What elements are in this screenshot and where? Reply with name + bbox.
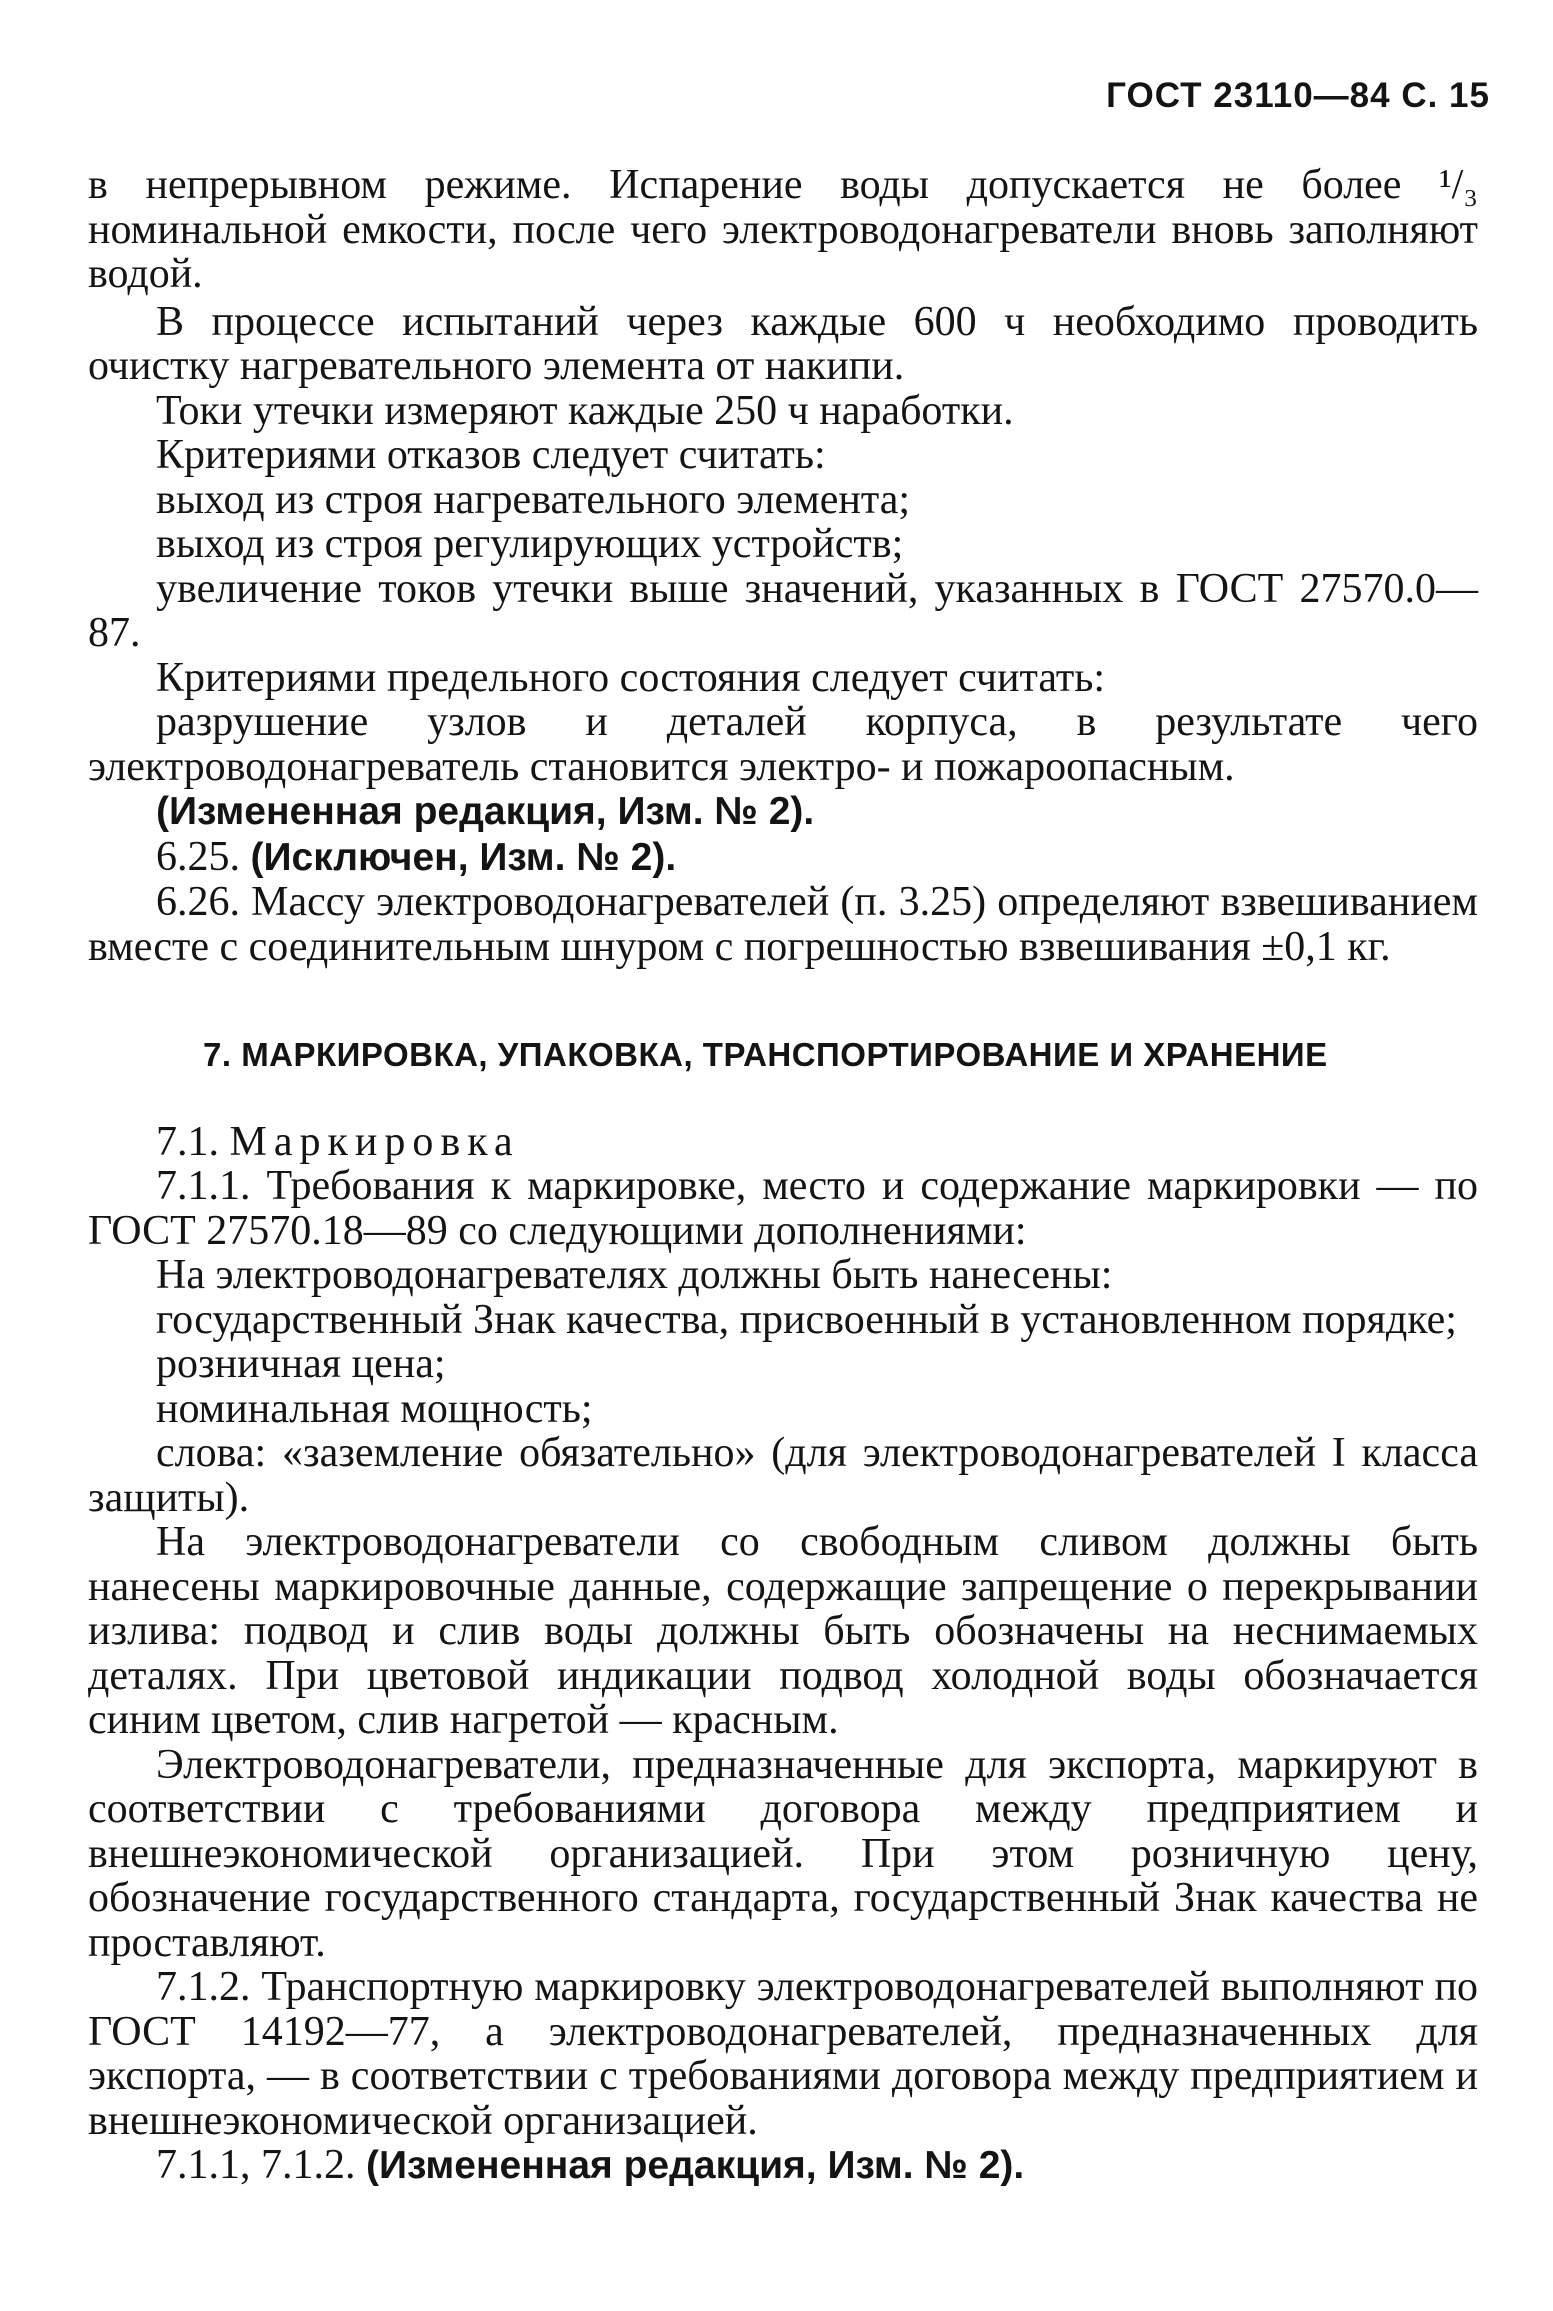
list-item: государственный Знак качества, присвоенный в установленном порядке;	[156, 1296, 1457, 1343]
list-item: слова: «заземление обязательно» (для электроводонагревателей I класса защиты).	[88, 1430, 1478, 1521]
paragraph: В процессе испытаний через каждые 600 ч необходимо проводить очистку нагревательного элемента от накипи.	[88, 298, 1478, 389]
paragraph: Критериями отказов следует считать:	[156, 432, 826, 478]
paragraph: На электроводонагреватели со свободным сливом должны быть нанесены маркировочные данные, содержащие запрещение о перекрывании излива: подвод и слив воды должны быть обозначены на неснимаемых деталях. При цветовой индикации подвод холодной воды обозначается синим цветом, слив нагретой — красным.	[88, 1519, 1478, 1743]
clause-6-26: 6.26. Массу электроводонагревателей (п. 3.25) определяют взвешиванием вместе с соединительным шнуром с погрешностью взвешивания ±0,1 кг.	[88, 879, 1478, 970]
list-item: выход из строя регулирующих устройств;	[156, 521, 904, 567]
paragraph: Критериями предельного состояния следует считать:	[156, 654, 1106, 701]
amendment-note-text: (Измененная редакция, Изм. № 2).	[156, 790, 815, 833]
amendment-note-text: (Измененная редакция, Изм. № 2).	[366, 2144, 1025, 2187]
clause-number: 6.25.	[156, 833, 240, 880]
document-body	[88, 163, 1478, 2189]
clause-7-1-1: 7.1.1. Требования к маркировке, место и содержание маркировки — по ГОСТ 27570.18—89 со следующими дополнениями:	[88, 1163, 1478, 1254]
page-header: ГОСТ 23110—84 С. 15	[1106, 76, 1490, 115]
list-item: увеличение токов утечки выше значений, указанных в ГОСТ 27570.0—87.	[88, 565, 1478, 656]
subsection-heading	[88, 1120, 1478, 1165]
section-heading: 7. МАРКИРОВКА, УПАКОВКА, ТРАНСПОРТИРОВАНИЕ И ХРАНЕНИЕ	[203, 1036, 1328, 1073]
paragraph: в непрерывном режиме. Испарение воды допускается не более ¹/₃ номинальной емкости, после чего электроводонагреватели вновь заполняют водой.	[88, 162, 1478, 297]
paragraph: Токи утечки измеряют каждые 250 ч наработки.	[156, 387, 1014, 434]
clause-6-25	[88, 835, 1478, 881]
list-item: номинальная мощность;	[156, 1385, 593, 1432]
clause-number: 7.1.1, 7.1.2.	[156, 2142, 356, 2188]
clause-number: 7.1.	[156, 1118, 219, 1165]
amendment-note-text: (Исключен, Изм. № 2).	[250, 835, 677, 879]
list-item: выход из строя нагревательного элемента;	[156, 476, 911, 523]
list-item: разрушение узлов и деталей корпуса, в результате чего электроводонагреватель становится электро- и пожароопасным.	[88, 699, 1478, 790]
paragraph: Электроводонагреватели, предназначенные для экспорта, маркируют в соответствии с требованиями договора между предприятием и внешнеэкономической организацией. При этом розничную цену, обозначение государственного стандарта, государственный Знак качества не проставляют.	[88, 1741, 1478, 1966]
clause-7-1-2: 7.1.2. Транспортную маркировку электроводонагревателей выполняют по ГОСТ 14192—77, а электроводонагревателей, предназначенных для экспорта, — в соответствии с требованиями договора между предприятием и внешнеэкономической организацией.	[88, 1964, 1478, 2144]
paragraph: На электроводонагревателях должны быть нанесены:	[156, 1252, 1113, 1298]
list-item: розничная цена;	[156, 1341, 446, 1387]
amendment-note	[88, 789, 1478, 835]
subsection-title: Маркировка	[229, 1118, 520, 1165]
amendment-note	[88, 2143, 1478, 2189]
